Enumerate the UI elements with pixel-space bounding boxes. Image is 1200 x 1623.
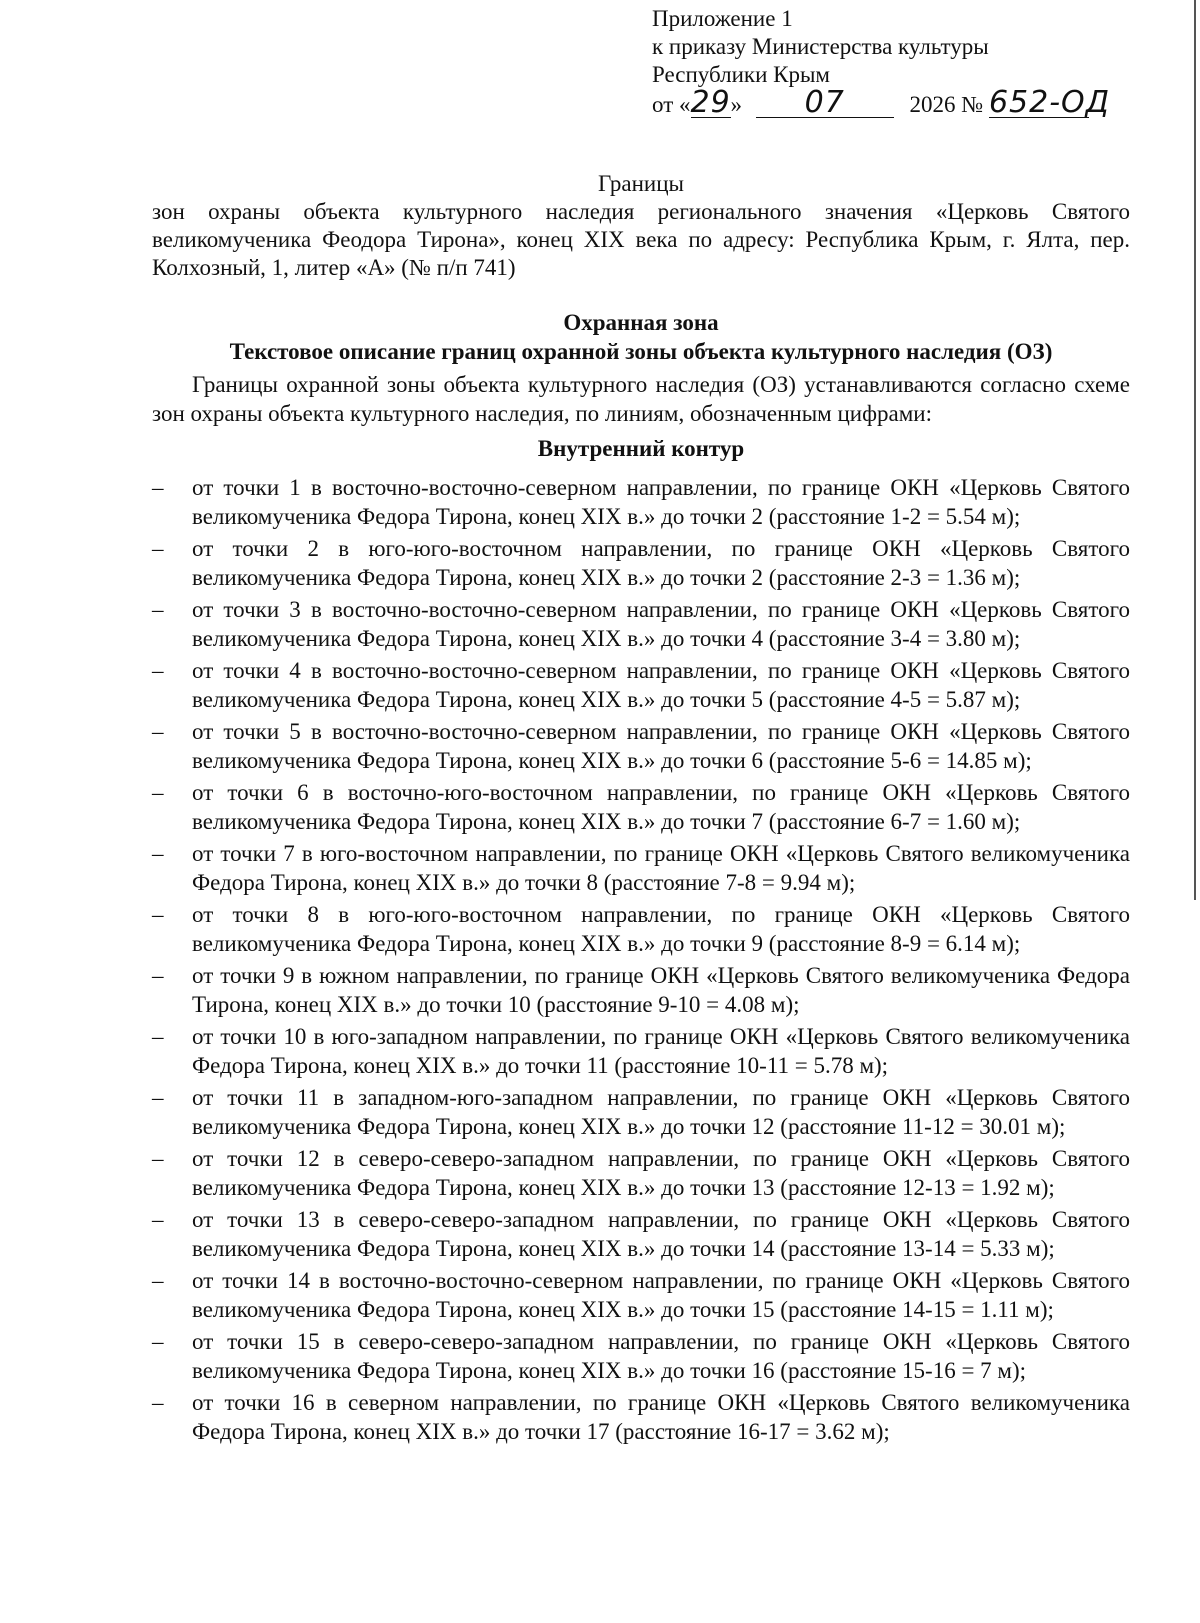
boundary-description: от точки 12 в северо-северо-западном направлении, по границе ОКН «Церковь Святого великомученика Федора Тирона, конец XIX в.» до точки 13 (расстояние 12-13 = 1.92 м);	[192, 1146, 1130, 1200]
boundary-description: от точки 9 в южном направлении, по границе ОКН «Церковь Святого великомученика Федора Тирона, конец XIX в.» до точки 10 (расстояние 9-10 = 4.08 м);	[192, 963, 1130, 1017]
boundary-description: от точки 8 в юго-юго-восточном направлении, по границе ОКН «Церковь Святого великомученика Федора Тирона, конец XIX в.» до точки 9 (расстояние 8-9 = 6.14 м);	[192, 902, 1130, 956]
date-month-handwritten: 07	[756, 89, 894, 118]
list-dash: –	[152, 719, 164, 744]
boundary-list-item	[146, 1022, 1130, 1080]
boundary-description: от точки 6 в восточно-юго-восточном направлении, по границе ОКН «Церковь Святого великомученика Федора Тирона, конец XIX в.» до точки 7 (расстояние 6-7 = 1.60 м);	[192, 780, 1130, 834]
boundary-list-item	[146, 1388, 1130, 1446]
list-dash: –	[152, 475, 164, 500]
list-dash: –	[152, 841, 164, 866]
boundary-list-item	[146, 778, 1130, 836]
order-reference: к приказу Министерства культуры	[652, 34, 989, 59]
appendix-label: Приложение 1	[652, 6, 793, 31]
zone-heading: Охранная зона	[563, 310, 719, 335]
boundary-list-item	[146, 595, 1130, 653]
date-day-handwritten: 29	[690, 85, 731, 120]
list-dash: –	[152, 1268, 164, 1293]
boundary-description: от точки 10 в юго-западном направлении, по границе ОКН «Церковь Святого великомученика Федора Тирона, конец XIX в.» до точки 11 (расстояние 10-11 = 5.78 м);	[192, 1024, 1130, 1078]
boundary-list-item	[146, 717, 1130, 775]
boundary-list-item	[146, 1144, 1130, 1202]
boundary-description: от точки 1 в восточно-восточно-северном направлении, по границе ОКН «Церковь Святого великомученика Федора Тирона, конец XIX в.» до точки 2 (расстояние 1-2 = 5.54 м);	[192, 475, 1130, 529]
document-heading: Границы	[598, 171, 684, 196]
scan-edge-line	[1194, 0, 1196, 900]
list-dash: –	[152, 1146, 164, 1171]
list-dash: –	[152, 780, 164, 805]
date-year-label: 2026 №	[909, 92, 984, 117]
boundary-list-item	[146, 839, 1130, 897]
zone-subheading: Текстовое описание границ охранной зоны объекта культурного наследия (ОЗ)	[229, 339, 1053, 364]
date-prefix: от «	[652, 92, 691, 117]
boundary-description: от точки 11 в западном-юго-западном направлении, по границе ОКН «Церковь Святого великомученика Федора Тирона, конец XIX в.» до точки 12 (расстояние 11-12 = 30.01 м);	[192, 1085, 1130, 1139]
boundary-description: от точки 15 в северо-северо-западном направлении, по границе ОКН «Церковь Святого великомученика Федора Тирона, конец XIX в.» до точки 16 (расстояние 15-16 = 7 м);	[192, 1329, 1130, 1383]
boundary-list	[152, 473, 1130, 1446]
boundary-description: от точки 5 в восточно-восточно-северном направлении, по границе ОКН «Церковь Святого великомученика Федора Тирона, конец XIX в.» до точки 6 (расстояние 5-6 = 14.85 м);	[192, 719, 1130, 773]
date-mid: »	[730, 92, 742, 117]
boundary-description: от точки 13 в северо-северо-западном направлении, по границе ОКН «Церковь Святого великомученика Федора Тирона, конец XIX в.» до точки 14 (расстояние 13-14 = 5.33 м);	[192, 1207, 1130, 1261]
document-subject: зон охраны объекта культурного наследия регионального значения «Церковь Святого великомученика Феодора Тирона», конец XIX века по адресу: Республика Крым, г. Ялта, пер. Колхозный, 1, литер «А» (№ п/п 741)	[152, 199, 1130, 280]
zone-intro-paragraph: Границы охранной зоны объекта культурного наследия (ОЗ) устанавливаются согласно схеме зон охраны объекта культурного наследия, по линиям, обозначенным цифрами:	[152, 372, 1130, 426]
boundary-description: от точки 7 в юго-восточном направлении, по границе ОКН «Церковь Святого великомученика Федора Тирона, конец XIX в.» до точки 8 (расстояние 7-8 = 9.94 м);	[192, 841, 1130, 895]
boundary-list-item	[146, 1205, 1130, 1263]
boundary-description: от точки 4 в восточно-восточно-северном направлении, по границе ОКН «Церковь Святого великомученика Федора Тирона, конец XIX в.» до точки 5 (расстояние 4-5 = 5.87 м);	[192, 658, 1130, 712]
list-dash: –	[152, 658, 164, 683]
boundary-description: от точки 3 в восточно-восточно-северном направлении, по границе ОКН «Церковь Святого великомученика Федора Тирона, конец XIX в.» до точки 4 (расстояние 3-4 = 3.80 м);	[192, 597, 1130, 651]
order-number-handwritten: 652-ОД	[988, 85, 1111, 120]
boundary-list-item	[146, 961, 1130, 1019]
list-dash: –	[152, 1024, 164, 1049]
list-dash: –	[152, 597, 164, 622]
list-dash: –	[152, 1390, 164, 1415]
protection-zone-section	[152, 308, 1130, 1449]
boundary-list-item	[146, 1266, 1130, 1324]
order-date-line	[652, 85, 1111, 125]
boundary-list-item	[146, 656, 1130, 714]
boundary-description: от точки 2 в юго-юго-восточном направлении, по границе ОКН «Церковь Святого великомученика Федора Тирона, конец XIX в.» до точки 2 (расстояние 2-3 = 1.36 м);	[192, 536, 1130, 590]
list-dash: –	[152, 902, 164, 927]
boundary-list-item	[146, 1083, 1130, 1141]
boundary-list-item	[146, 900, 1130, 958]
ministry-region: Республики Крым	[652, 62, 830, 87]
boundary-description: от точки 14 в восточно-восточно-северном направлении, по границе ОКН «Церковь Святого великомученика Федора Тирона, конец XIX в.» до точки 15 (расстояние 14-15 = 1.11 м);	[192, 1268, 1130, 1322]
list-dash: –	[152, 1207, 164, 1232]
inner-contour-heading: Внутренний контур	[537, 436, 745, 461]
boundary-list-item	[146, 534, 1130, 592]
boundary-description: от точки 16 в северном направлении, по границе ОКН «Церковь Святого великомученика Федора Тирона, конец XIX в.» до точки 17 (расстояние 16-17 = 3.62 м);	[192, 1390, 1130, 1444]
list-dash: –	[152, 536, 164, 561]
boundary-list-item	[146, 1327, 1130, 1385]
approval-stamp-block	[652, 5, 1111, 125]
list-dash: –	[152, 1329, 164, 1354]
list-dash: –	[152, 963, 164, 988]
list-dash: –	[152, 1085, 164, 1110]
document-title-block	[152, 170, 1130, 282]
boundary-list-item	[146, 473, 1130, 531]
